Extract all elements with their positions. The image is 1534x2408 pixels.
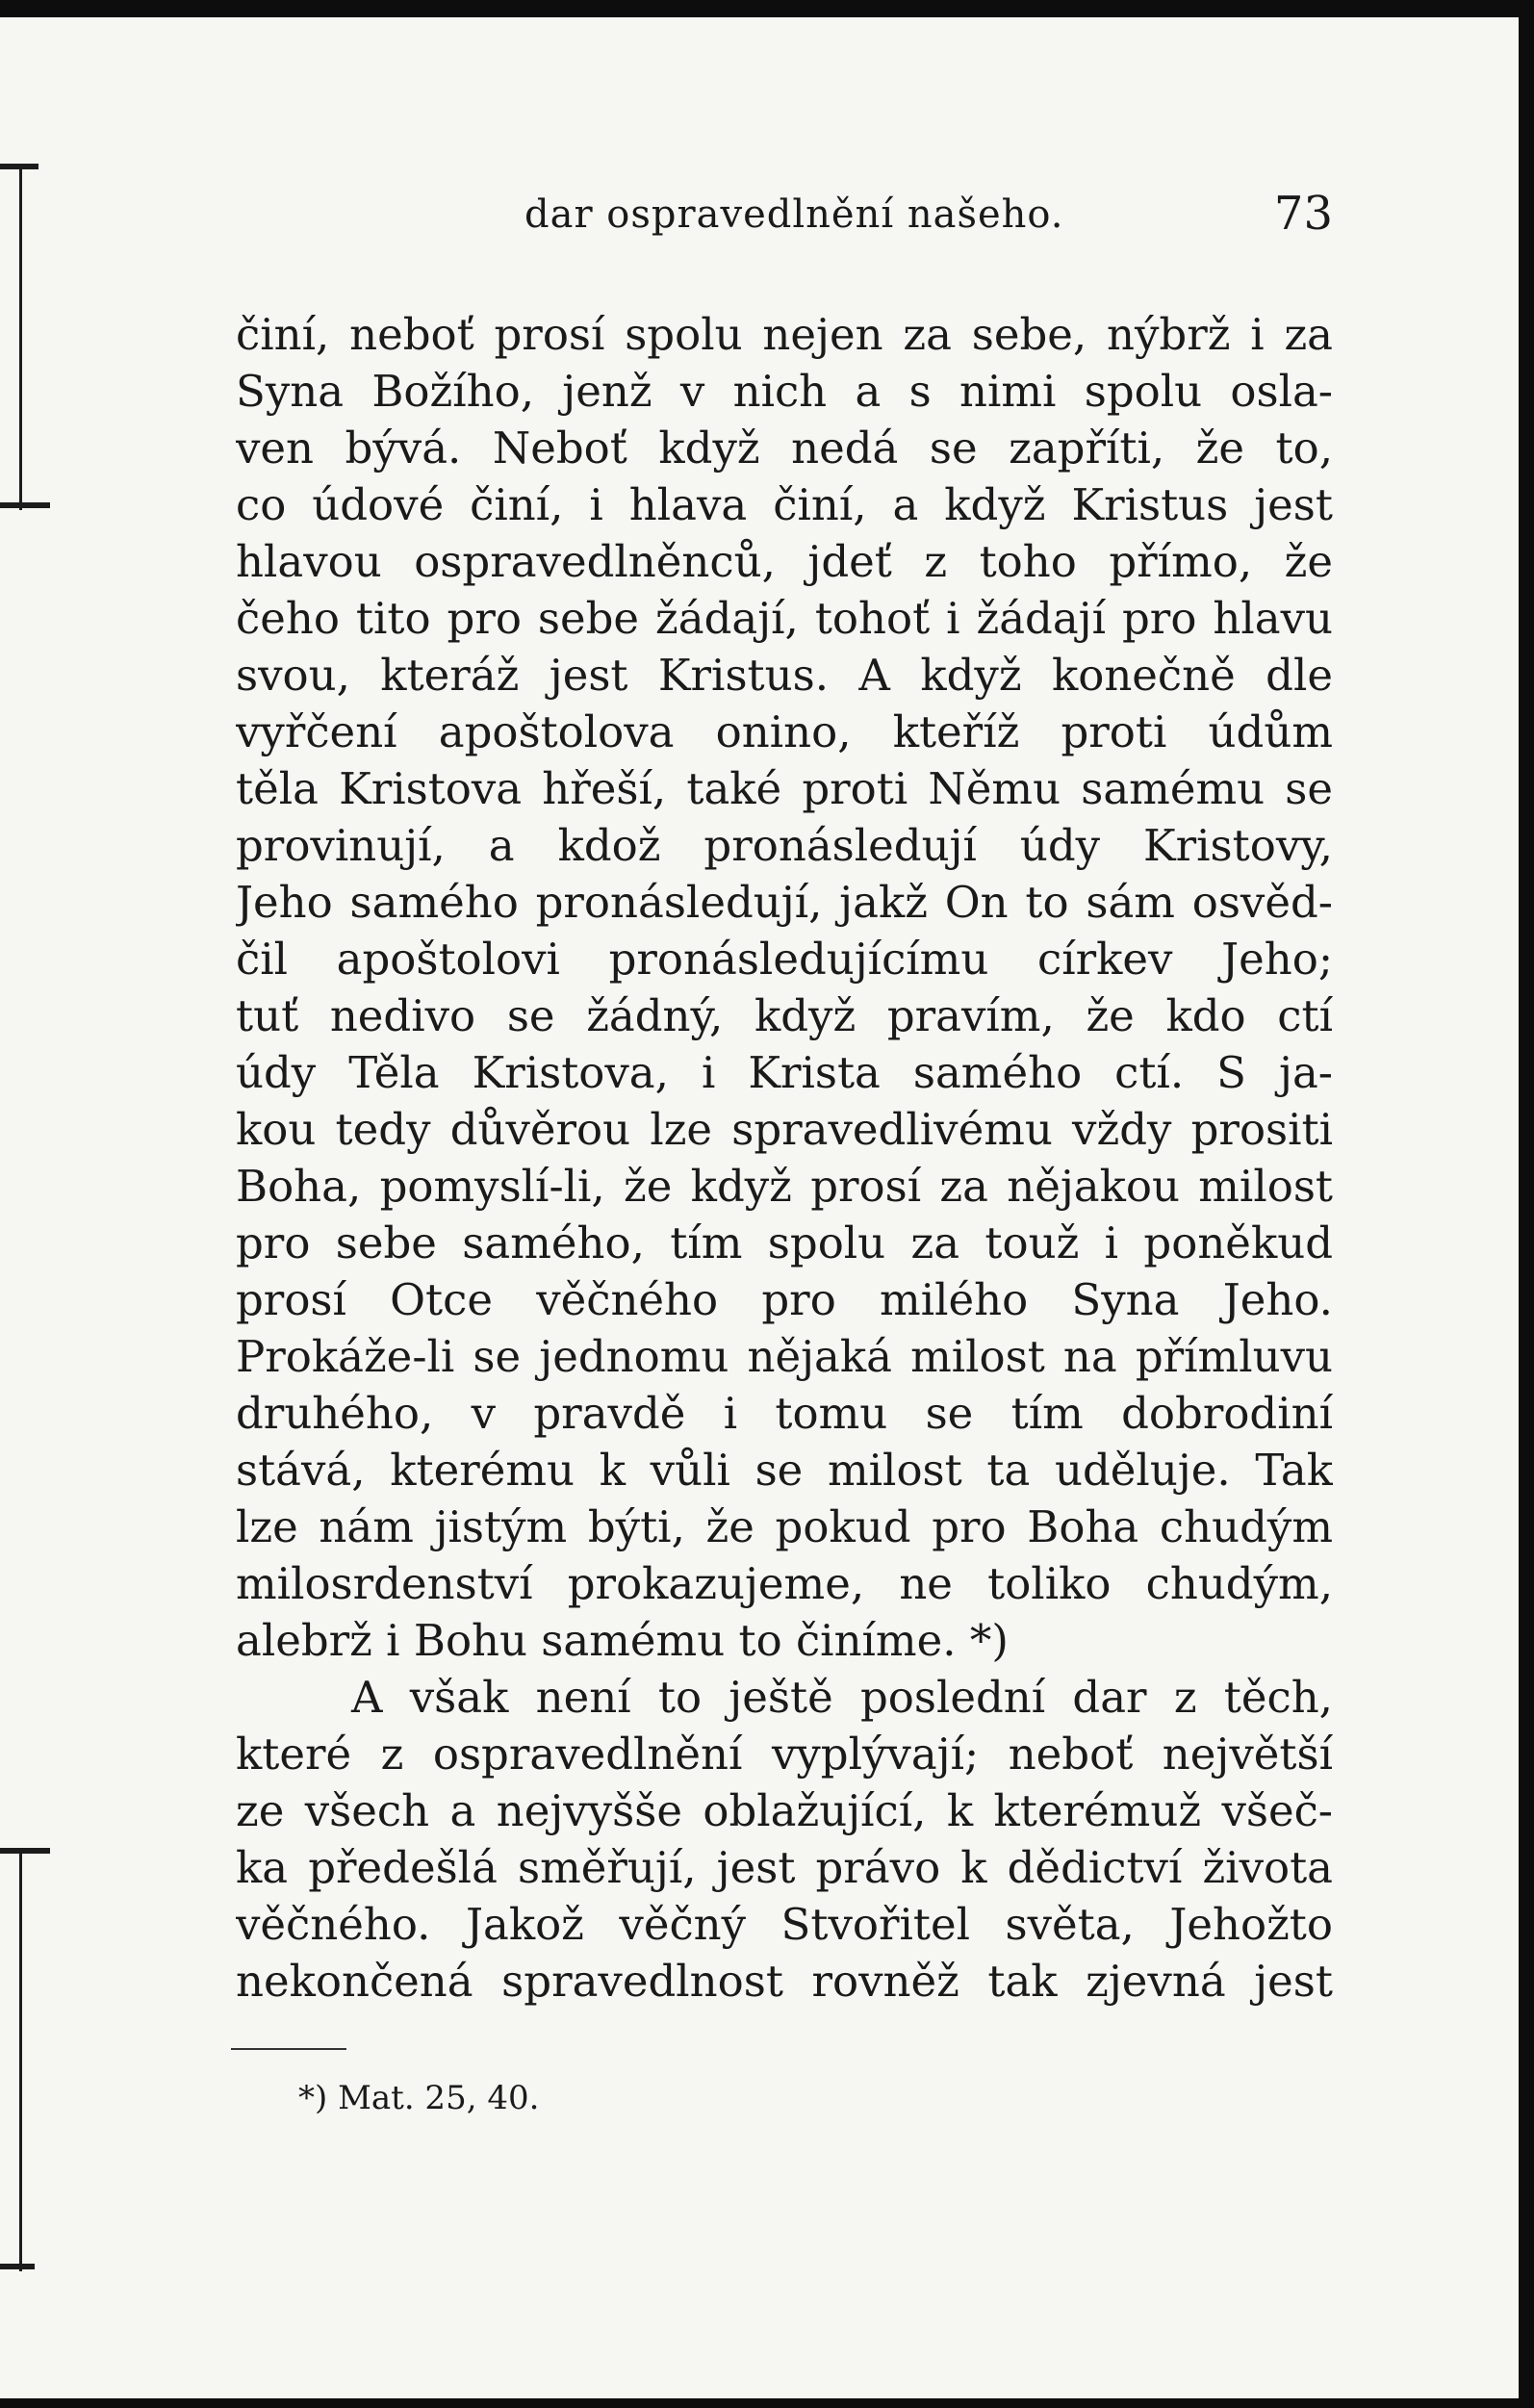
text-line: vyřčení apoštolova onino, kteříž proti údům [236,706,1333,757]
text-line: Syna Božího, jenž v nich a s nimi spolu osla- [236,366,1333,417]
margin-clip-mark-bottom [0,1829,58,2291]
text-line: milosrdenství prokazujeme, ne toliko chudým, [236,1558,1333,1609]
text-line: ka předešlá směřují, jest právo k dědictví života [236,1842,1333,1893]
text-line: které z ospravedlnění vyplývají; neboť největší [236,1729,1333,1780]
text-line: věčného. Jakož věčný Stvořitel světa, Jehožto [236,1899,1333,1950]
body-text [236,306,1333,2010]
text-line: druhého, v pravdě i tomu se tím dobrodiní [236,1388,1333,1439]
text-line: provinují, a kdož pronásledují údy Kristovy, [236,820,1333,871]
text-line: tuť nedivo se žádný, když pravím, že kdo ctí [236,990,1333,1041]
footnote: *) Mat. 25, 40. [298,2079,540,2117]
text-line-paragraph-start: A však není to ještě poslední dar z těch, [351,1672,1333,1723]
text-line: čeho tito pro sebe žádají, tohoť i žádají pro hlavu [236,593,1333,644]
text-line-paragraph-end: alebrž i Bohu samému to činíme. *) [236,1615,1009,1666]
footnote-rule [231,2048,346,2050]
text-line: těla Kristova hřeší, také proti Němu samému se [236,763,1333,814]
text-line: Jeho samého pronásledují, jakž On to sám osvěd- [236,877,1333,928]
text-line: údy Těla Kristova, i Krista samého ctí. S ja- [236,1047,1333,1098]
margin-clip-mark-top [0,144,58,529]
text-line: činí, neboť prosí spolu nejen za sebe, nýbrž i za [236,309,1333,360]
text-line: ze všech a nejvyšše oblažující, k kterémuž všeč- [236,1785,1333,1836]
text-line: svou, kteráž jest Kristus. A když konečně dle [236,650,1333,701]
text-line: nekončená spravedlnost rovněž tak zjevná jest [236,1956,1333,2007]
text-line: pro sebe samého, tím spolu za touž i poněkud [236,1217,1333,1268]
page-number: 73 [1273,187,1333,241]
text-line: ven bývá. Neboť když nedá se zapříti, že to, [236,423,1333,474]
text-line: co údové činí, i hlava činí, a když Kristus jest [236,479,1333,530]
text-line: kou tedy důvěrou lze spravedlivému vždy prositi [236,1104,1333,1155]
text-line: stává, kterému k vůli se milost ta uděluje. Tak [236,1445,1333,1496]
text-line: Boha, pomyslí-li, že když prosí za nějakou milost [236,1161,1333,1212]
text-line: Prokáže-li se jednomu nějaká milost na přímluvu [236,1331,1333,1382]
running-head [236,189,1333,246]
text-line: hlavou ospravedlněnců, jdeť z toho přímo, že [236,536,1333,587]
text-line: prosí Otce věčného pro milého Syna Jeho. [236,1274,1333,1325]
text-line: čil apoštolovi pronásledujícímu církev Jeho; [236,934,1333,985]
text-line: lze nám jistým býti, že pokud pro Boha chudým [236,1501,1333,1552]
running-title: dar ospravedlnění našeho. [524,192,1064,237]
